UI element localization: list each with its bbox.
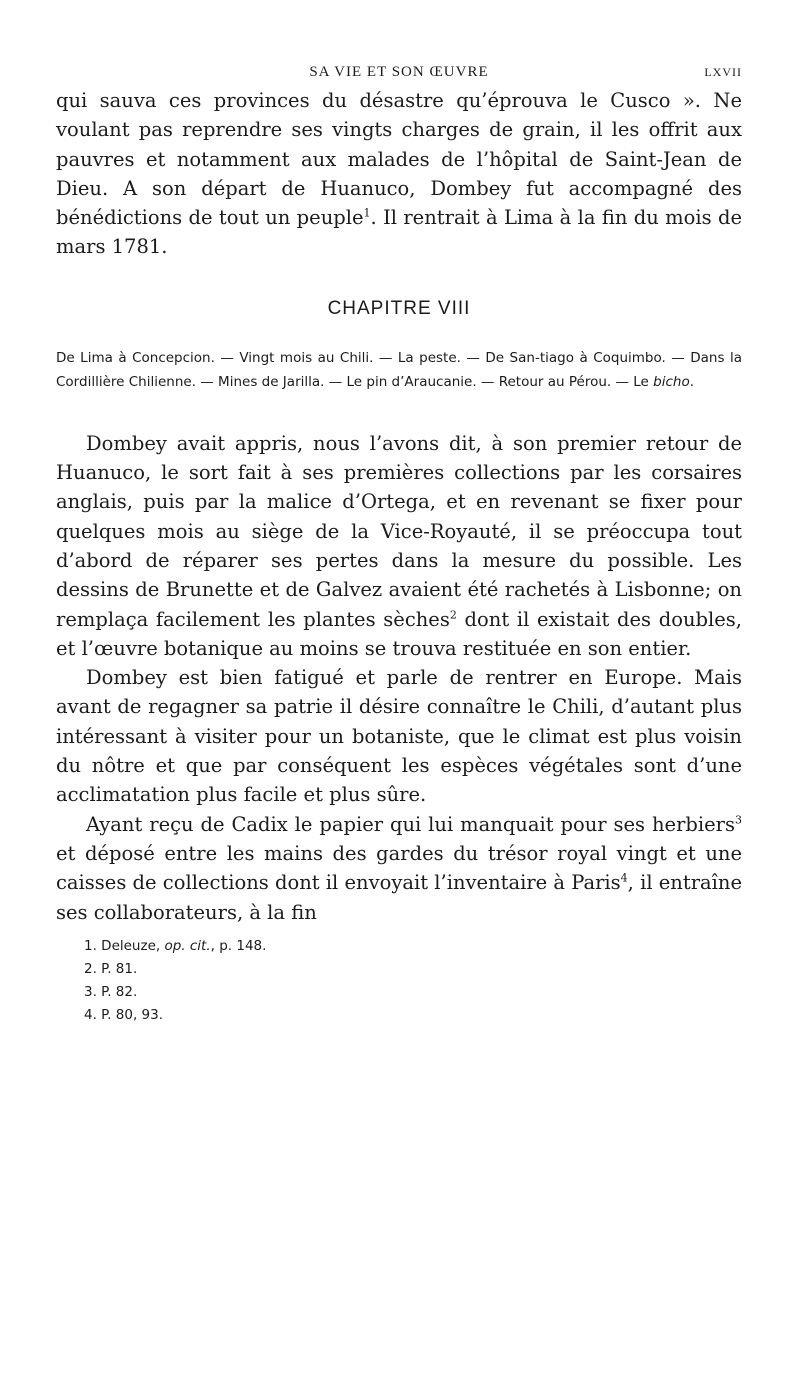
footnote-3: 3. P. 82. bbox=[84, 983, 138, 1000]
paragraph-3-text-mid: et déposé entre les mains des gardes du trésor royal vingt et une caisses de collections dont il envoyait l’inventaire à Paris bbox=[56, 841, 742, 895]
body-text bbox=[56, 86, 742, 262]
footnote-1-italic: op. cit. bbox=[164, 937, 211, 954]
footnote-ref-2: 2 bbox=[449, 608, 457, 622]
paragraph-1-text-end: dont il existait des doubles, et l’œuvre botanique au moins se trouva restituée en son entier. bbox=[56, 607, 742, 660]
paragraph-2: Dombey est bien fatigué et parle de rentrer en Europe. Mais avant de regagner sa patrie il désire connaître le Chili, d’autant plus intéressant à visiter pour un botaniste, que le climat est plus voisin du nôtre et que par conséquent les espèces végétales sont d’une acclimatation plus facile et plus sûre. bbox=[56, 666, 742, 807]
opening-paragraph bbox=[56, 86, 742, 262]
footnote-4: 4. P. 80, 93. bbox=[84, 1006, 164, 1023]
chapter-body bbox=[56, 429, 742, 927]
running-head bbox=[56, 64, 742, 86]
page-number: LXVII bbox=[704, 65, 742, 79]
chapter-summary bbox=[56, 346, 742, 395]
paragraph-3-text-end: , il entraîne ses collaborateurs, à la fin bbox=[56, 871, 742, 924]
paragraph-1-text: Dombey avait appris, nous l’avons dit, à son premier retour de Huanuco, le sort fait à ses premières collections par les corsaires anglais, puis par la malice d’Ortega, et en revenant se fixer pour quelques mois au siège de la Vice-Royauté, il se préoccupa tout d’abord de réparer ses pertes dans la mesure du possible. Les dessins de Brunette et de Galvez avaient été rachetés à Lisbonne; on remplaça facilement les plantes sèches bbox=[56, 431, 742, 631]
chapter-summary-italic: bicho bbox=[653, 374, 690, 391]
chapter-summary-end: . bbox=[689, 374, 695, 391]
footnote-ref-4: 4 bbox=[620, 871, 628, 885]
opening-paragraph-end: . Il rentrait à Lima à la fin du mois de mars 1781. bbox=[56, 206, 742, 259]
footnote-1-text: 1. Deleuze, bbox=[84, 937, 165, 954]
footnotes bbox=[56, 935, 742, 1027]
footnote-1-end: , p. 148. bbox=[210, 937, 267, 954]
chapter-summary-text: De Lima à Concepcion. — Vingt mois au Chili. — La peste. — De San-tiago à Coquimbo. — Dans la Cordillière Chilienne. — Mines de Jarilla. — Le pin d’Araucanie. — Retour au Pérou. — Le bbox=[56, 349, 742, 391]
paragraph-3 bbox=[56, 810, 742, 927]
footnote-2: 2. P. 81. bbox=[84, 960, 138, 977]
paragraph-3-text: Ayant reçu de Cadix le papier qui lui manquait pour ses herbiers bbox=[86, 812, 735, 836]
footnote-ref-1: 1 bbox=[363, 206, 371, 220]
running-head-title: SA VIE ET SON ŒUVRE bbox=[309, 64, 489, 80]
footnote-ref-3: 3 bbox=[735, 813, 742, 827]
chapter-heading: CHAPITRE VIII bbox=[327, 297, 471, 319]
paragraph-1 bbox=[56, 429, 742, 663]
book-page bbox=[56, 64, 742, 1027]
opening-paragraph-text: qui sauva ces provinces du désastre qu’éprouva le Cusco ». Ne voulant pas reprendre ses vingts charges de grain, il les offrit aux pauvres et notamment aux malades de l’hôpital de Saint-Jean de Dieu. A son départ de Huanuco, Dombey fut accompagné des bénédictions de tout un peuple bbox=[56, 89, 742, 230]
footnote-1 bbox=[84, 935, 742, 958]
